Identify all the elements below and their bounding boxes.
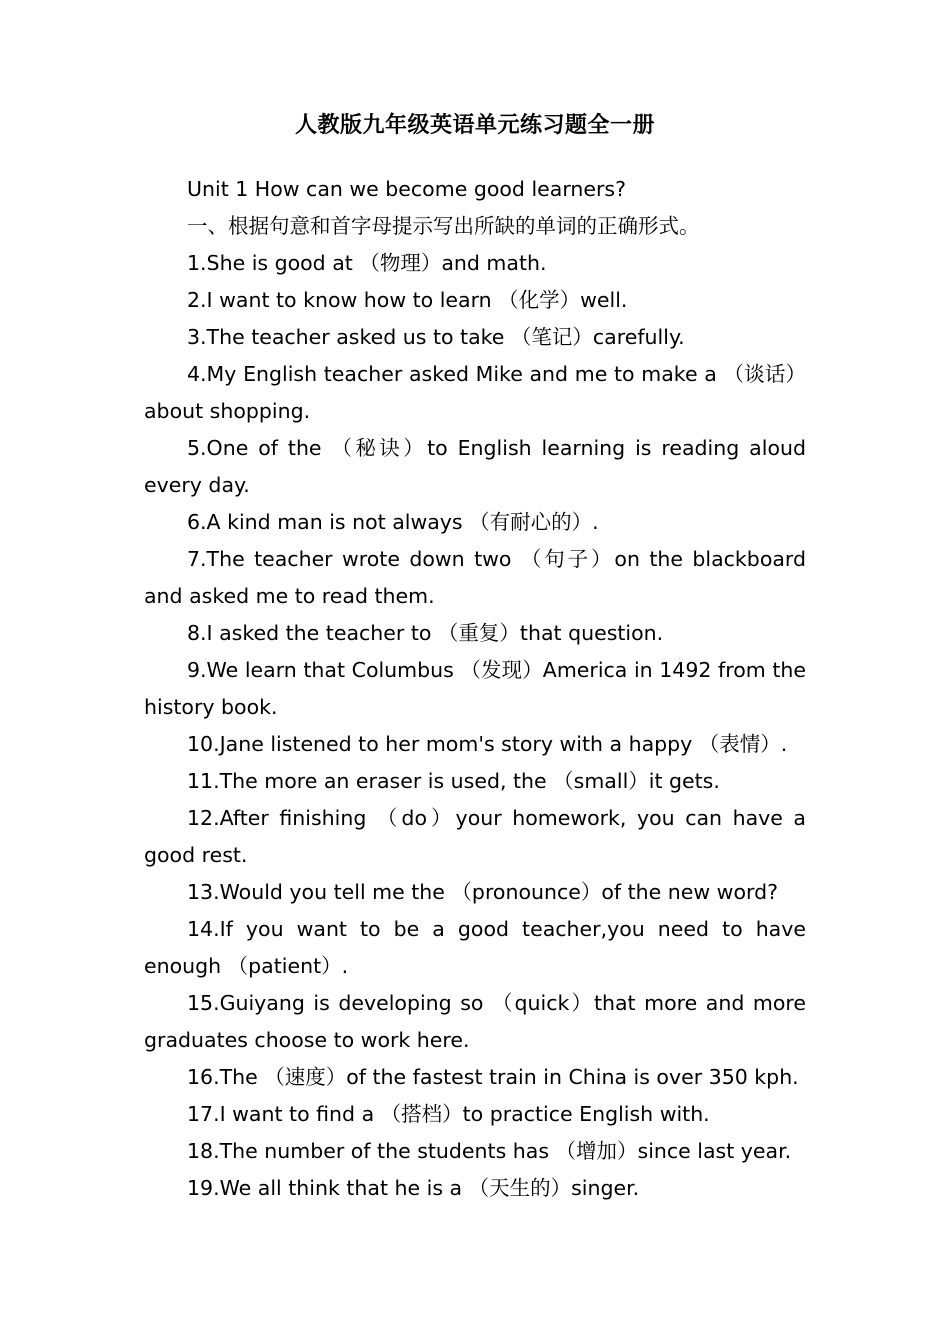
question-1: 1.She is good at （物理）and math. xyxy=(187,251,547,275)
question-7: 7.The teacher wrote down two （句子）on the blackboard and asked me to read them. xyxy=(144,547,806,608)
question-3: 3.The teacher asked us to take （笔记）carefully. xyxy=(187,325,685,349)
question-19: 19.We all think that he is a （天生的）singer. xyxy=(187,1176,640,1200)
question-16: 16.The （速度）of the fastest train in China is over 350 kph. xyxy=(187,1065,799,1089)
question-17: 17.I want to find a （搭档）to practice English with. xyxy=(187,1102,710,1126)
question-5: 5.One of the （秘诀）to English learning is reading aloud every day. xyxy=(144,436,806,497)
section-heading: 一、根据句意和首字母提示写出所缺的单词的正确形式。 xyxy=(187,214,700,238)
document-body xyxy=(144,171,806,1207)
question-11: 11.The more an eraser is used, the （small）it gets. xyxy=(187,769,720,793)
unit-heading: Unit 1 How can we become good learners? xyxy=(187,177,626,201)
document-title: 人教版九年级英语单元练习题全一册 xyxy=(294,113,655,138)
question-15: 15.Guiyang is developing so （quick）that more and more graduates choose to work here. xyxy=(144,991,806,1052)
question-6: 6.A kind man is not always （有耐心的）. xyxy=(187,510,599,534)
question-4: 4.My English teacher asked Mike and me to make a （谈话）about shopping. xyxy=(144,362,806,423)
question-18: 18.The number of the students has （增加）since last year. xyxy=(187,1139,792,1163)
question-10: 10.Jane listened to her mom's story with a happy （表情）. xyxy=(187,732,788,756)
question-8: 8.I asked the teacher to （重复）that question. xyxy=(187,621,664,645)
question-12: 12.After finishing （do）your homework, you can have a good rest. xyxy=(144,806,806,867)
question-14: 14.If you want to be a good teacher,you need to have enough （patient）. xyxy=(144,917,806,978)
question-9: 9.We learn that Columbus （发现）America in 1492 from the history book. xyxy=(144,658,806,719)
question-2: 2.I want to know how to learn （化学）well. xyxy=(187,288,628,312)
question-13: 13.Would you tell me the （pronounce）of the new word? xyxy=(187,880,778,904)
